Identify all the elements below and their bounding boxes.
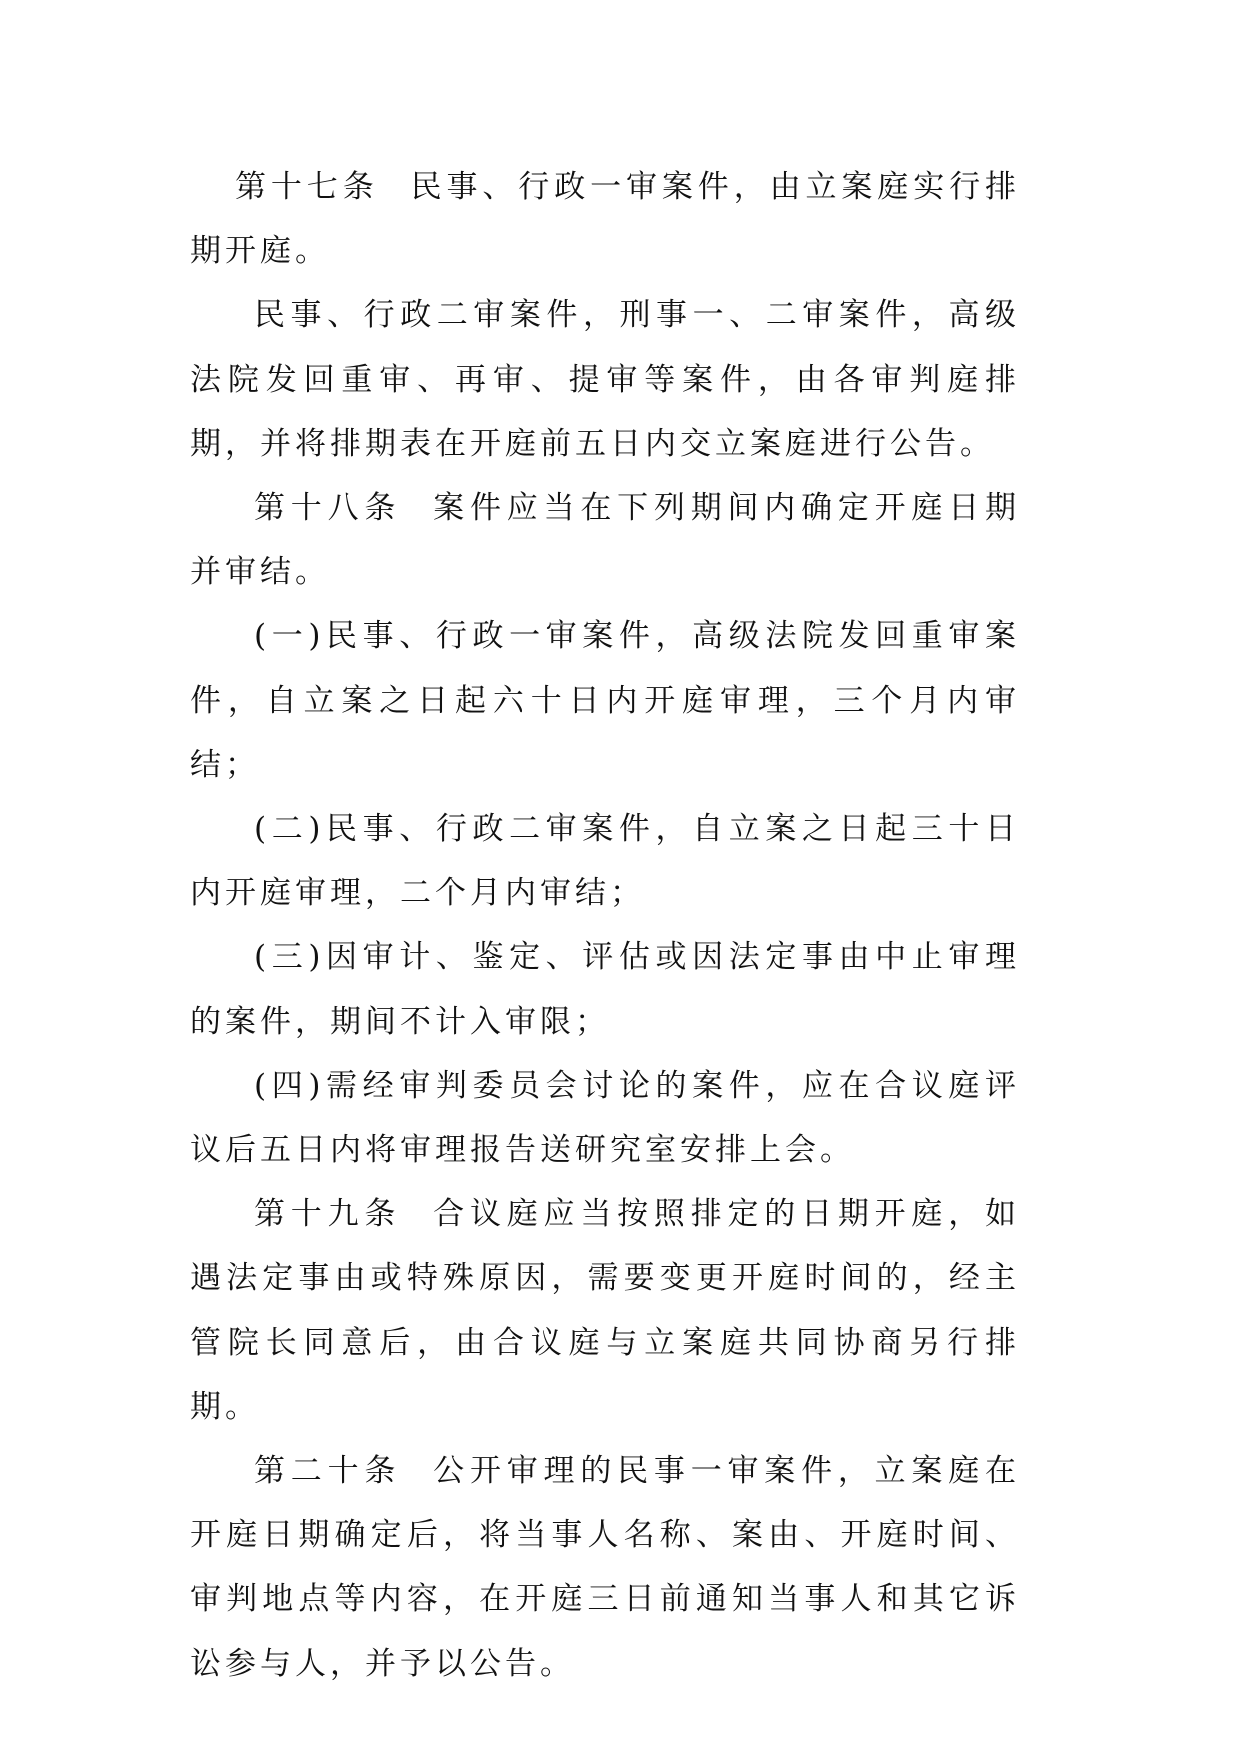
article-18-paragraph: [190, 476, 1020, 604]
article-18-item-3: [190, 925, 1020, 1053]
article-20-number: 第二十条: [254, 1453, 402, 1490]
article-20-paragraph: [190, 1439, 1020, 1696]
article-17-number: 第十七条: [235, 169, 379, 205]
article-17-paragraph: [190, 155, 1020, 283]
article-18-number: 第十八条: [254, 490, 402, 527]
article-18-item-3-text: (三)因审计、鉴定、评估或因法定事由中止审理的案件，期间不计入审限；: [190, 939, 1020, 1040]
article-18-item-4: [190, 1054, 1020, 1182]
article-17-paragraph-2: [190, 283, 1020, 476]
article-18-item-1: [190, 604, 1020, 797]
article-18-text: 案件应当在下列期间内确定开庭日期并审结。: [190, 490, 1021, 591]
document-body: [190, 155, 1020, 1696]
article-17-text: 民事、行政一审案件，由立案庭实行排期开庭。: [190, 169, 1021, 270]
article-20-text: 公开审理的民事一审案件，立案庭在开庭日期确定后，将当事人名称、案由、开庭时间、审判地点等内容，在开庭三日前通知当事人和其它诉讼参与人，并予以公告。: [190, 1453, 1021, 1682]
article-19-paragraph: [190, 1182, 1020, 1439]
article-18-item-1-text: (一)民事、行政一审案件，高级法院发回重审案件，自立案之日起六十日内开庭审理，三个月内审结；: [190, 618, 1020, 783]
article-19-text: 合议庭应当按照排定的日期开庭，如遇法定事由或特殊原因，需要变更开庭时间的，经主管院长同意后，由合议庭与立案庭共同协商另行排期。: [190, 1196, 1021, 1425]
article-19-number: 第十九条: [254, 1196, 402, 1233]
article-18-item-4-text: (四)需经审判委员会讨论的案件，应在合议庭评议后五日内将审理报告送研究室安排上会。: [190, 1067, 1020, 1169]
article-18-item-2: [190, 797, 1020, 925]
article-17-paragraph-2-text: 民事、行政二审案件，刑事一、二审案件，高级法院发回重审、再审、提审等案件，由各审判庭排期，并将排期表在开庭前五日内交立案庭进行公告。: [190, 297, 1020, 462]
article-18-item-2-text: (二)民事、行政二审案件，自立案之日起三十日内开庭审理，二个月内审结；: [190, 811, 1020, 912]
